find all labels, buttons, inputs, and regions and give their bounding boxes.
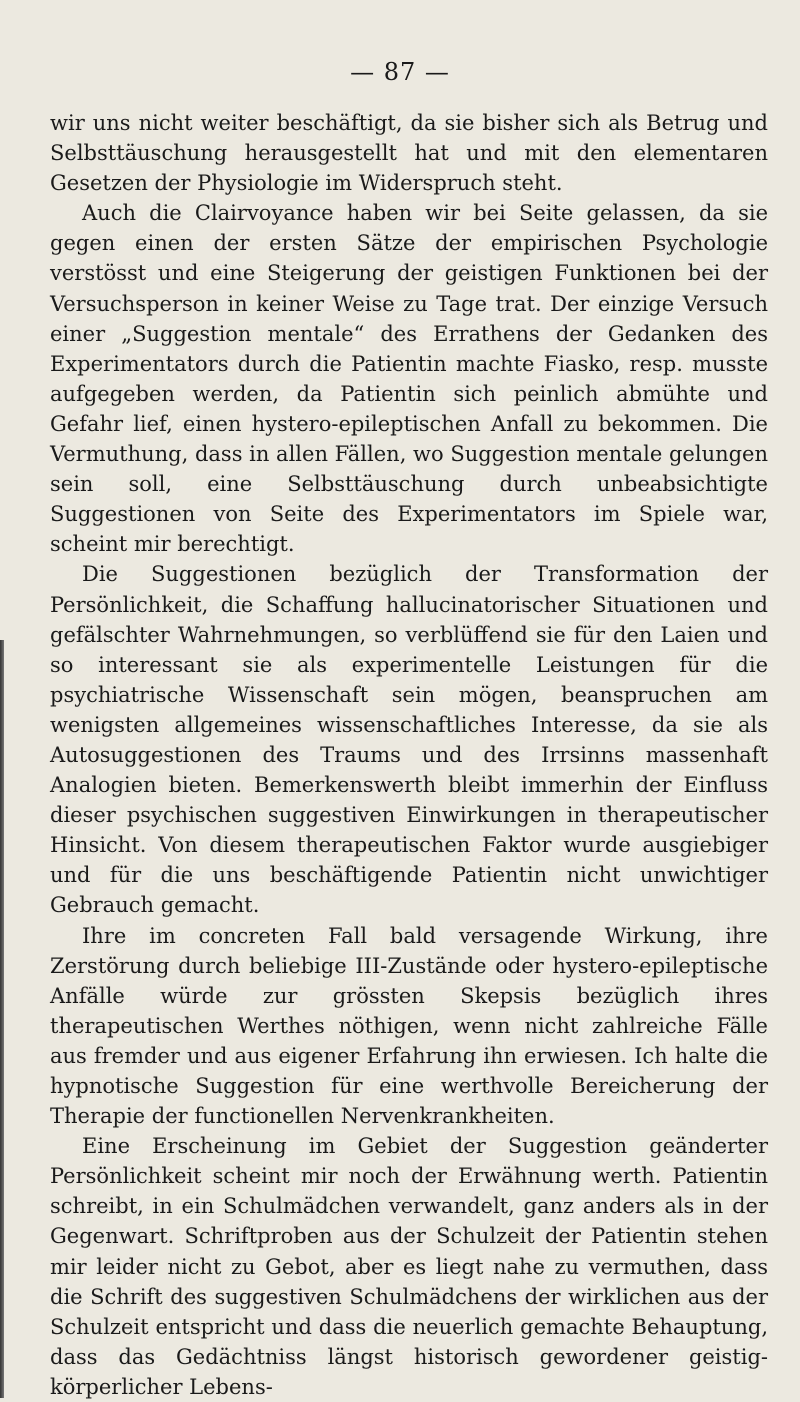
page-number: — 87 — (350, 58, 450, 86)
paragraph-5: Eine Erscheinung im Gebiet der Suggestion geänderter Persönlichkeit scheint mir noch der Erwähnung werth. Patientin schreibt, in ein Schulmädchen verwandelt, ganz anders als in der Gegenwart. Schriftproben aus der Schulzeit der Patientin stehen mir leider nicht zu Gebot, aber es liegt nahe zu vermuthen, dass die Schrift des suggestiven Schulmädchens der wirklichen aus der Schulzeit entspricht und dass die neuerlich gemachte Behauptung, dass das Gedächtniss längst historisch gewordener geistig-körperlicher Lebens- (50, 1134, 768, 1399)
page-binding-edge (0, 640, 4, 1398)
paragraph-4: Ihre im concreten Fall bald versagende Wirkung, ihre Zerstörung durch beliebige III-Zustände oder hystero-epileptische Anfälle würde zur grössten Skepsis bezüglich ihres therapeutischen Werthes nöthigen, wenn nicht zahlreiche Fälle aus fremder und aus eigener Erfahrung ihn erwiesen. Ich halte die hypnotische Suggestion für eine werthvolle Bereicherung der Therapie der functionellen Nervenkrankheiten. (50, 923, 768, 1129)
paragraph-2: Auch die Clairvoyance haben wir bei Seite gelassen, da sie gegen einen der ersten Sätze der empirischen Psychologie verstösst und eine Steigerung der geistigen Funktionen bei der Versuchsperson in keiner Weise zu Tage trat. Der einzige Versuch einer „Suggestion mentale“ des Errathens der Gedanken des Experimentators durch die Patientin machte Fiasko, resp. musste aufgegeben werden, da Patientin sich peinlich abmühte und Gefahr lief, einen hystero-epileptischen Anfall zu bekommen. Die Vermuthung, dass in allen Fällen, wo Suggestion mentale gelungen sein soll, eine Selbsttäuschung durch unbeabsichtigte Suggestionen von Seite des Experimentators im Spiele war, scheint mir berechtigt. (50, 201, 769, 557)
paragraph-3: Die Suggestionen bezüglich der Transformation der Persönlichkeit, die Schaffung hallucinatorischer Situationen und gefälschter Wahrnehmungen, so verblüffend sie für den Laien und so interessant sie als experimentelle Leistungen für die psychiatrische Wissenschaft sein mögen, beanspruchen am wenigsten allgemeines wissenschaftliches Interesse, da sie als Autosuggestionen des Traums und des Irrsinns massenhaft Analogien bieten. Bemerkenswerth bleibt immerhin der Einfluss dieser psychischen suggestiven Einwirkungen in therapeutischer Hinsicht. Von diesem therapeutischen Faktor wurde ausgiebiger und für die uns beschäftigende Patientin nicht unwichtiger Gebrauch gemacht. (50, 562, 768, 918)
body-text (50, 108, 768, 1402)
paragraph-1: wir uns nicht weiter beschäftigt, da sie bisher sich als Betrug und Selbsttäuschung herausgestellt hat und mit den elementaren Gesetzen der Physiologie im Widerspruch steht. (50, 111, 768, 196)
